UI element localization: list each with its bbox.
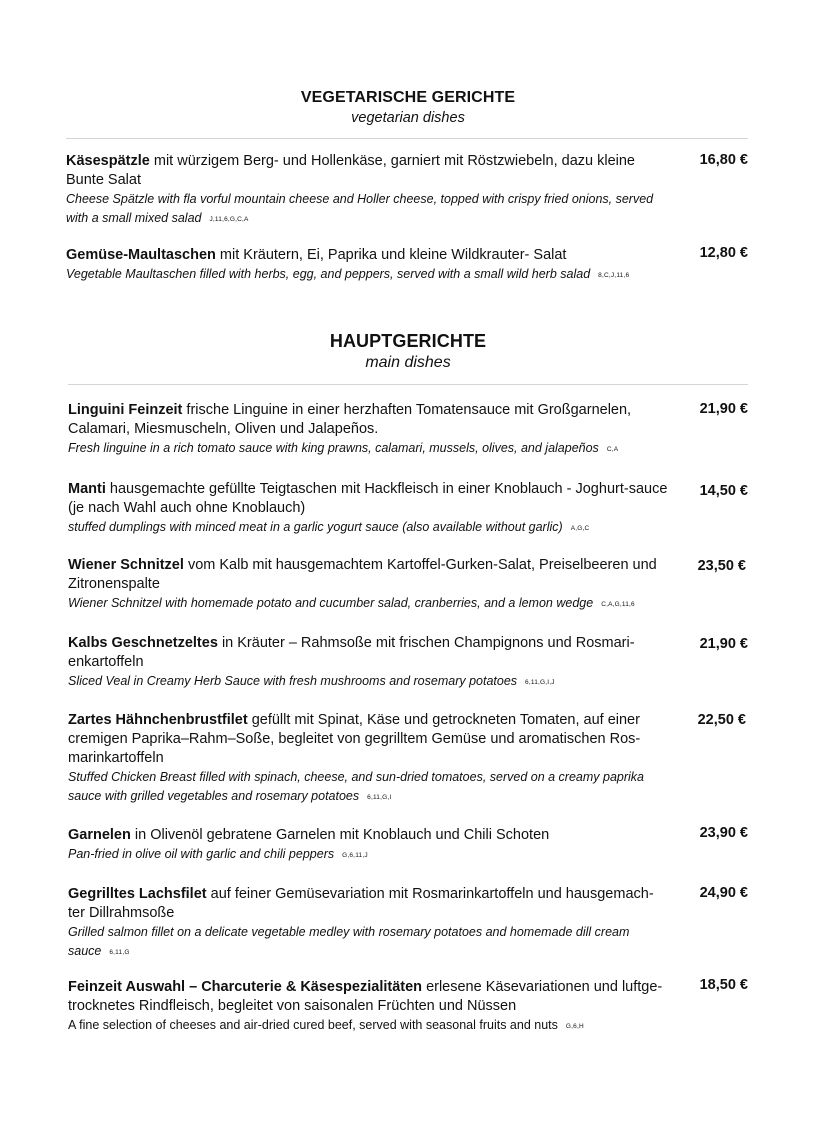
item-text-en: Sliced Veal in Creamy Herb Sauce with fresh mushrooms and rosemary potatoes (68, 674, 518, 688)
allergen-codes: C,A (606, 446, 619, 453)
allergen-codes: J,11,6,G,C,A (209, 216, 249, 223)
item-text-de: in Kräuter – Rahmsoße mit frischen Champignons und Rosmari-enkartoffeln (68, 635, 635, 670)
menu-item-kalbs-geschnetzeltes (68, 634, 668, 692)
section-title-main: HAUPTGERICHTE (329, 331, 487, 351)
section-title-vegetarian: VEGETARISCHE GERICHTE (300, 89, 516, 106)
item-description-de (68, 978, 668, 1016)
item-price: 16,80 € (699, 152, 748, 168)
item-price: 22,50 € (697, 712, 746, 728)
menu-item-kaesespaetzle (66, 152, 656, 229)
item-description-de (68, 634, 668, 672)
item-text-en: Fresh linguine in a rich tomato sauce with king prawns, calamari, mussels, olives, and jalapeños (68, 441, 599, 455)
item-description-en (68, 672, 668, 692)
item-description-en (68, 923, 668, 962)
menu-item-wiener-schnitzel (68, 556, 688, 614)
item-text-en: stuffed dumplings with minced meat in a garlic yogurt sauce (also available without garlic) (68, 520, 563, 534)
item-description-de (68, 401, 668, 439)
item-price: 24,90 € (699, 885, 748, 901)
menu-item-haehnchenbrustfilet (68, 711, 668, 807)
item-description-en (68, 1016, 668, 1036)
item-description-en (66, 190, 656, 229)
allergen-codes: 6,11,G (109, 949, 130, 956)
item-name: Feinzeit Auswahl – Charcuterie & Käsespezialitäten (68, 979, 423, 995)
item-description-en (68, 439, 668, 459)
item-description-en (66, 265, 686, 285)
item-text-de: mit Kräutern, Ei, Paprika und kleine Wildkrauter- Salat (219, 247, 567, 263)
menu-item-garnelen (68, 826, 668, 865)
menu-item-linguini (68, 401, 668, 459)
section-subtitle-main: main dishes (365, 354, 451, 371)
menu-item-feinzeit-auswahl (68, 978, 668, 1036)
item-text-de: in Olivenöl gebratene Garnelen mit Knoblauch und Chili Schoten (134, 827, 550, 843)
allergen-codes: C,A,G,11,6 (601, 601, 635, 608)
item-text-en: Pan-fried in olive oil with garlic and chili peppers (68, 847, 335, 861)
item-text-en: Wiener Schnitzel with homemade potato and cucumber salad, cranberries, and a lemon wedge (68, 596, 594, 610)
item-description-de (68, 556, 688, 594)
item-name: Wiener Schnitzel (68, 557, 184, 573)
item-price: 23,50 € (697, 558, 746, 574)
item-text-en: A fine selection of cheeses and air-dried cured beef, served with seasonal fruits and nuts (68, 1018, 558, 1032)
item-price: 18,50 € (699, 977, 748, 993)
allergen-codes: 6,11,G,I (367, 794, 392, 801)
item-name: Linguini Feinzeit (68, 402, 183, 418)
allergen-codes: G,6,H (565, 1023, 584, 1030)
item-name: Kalbs Geschnetzeltes (68, 635, 218, 651)
item-description-en (68, 518, 678, 538)
item-text-en: Grilled salmon fillet on a delicate vegetable medley with rosemary potatoes and homemade dill cream sauce (68, 925, 630, 958)
item-description-de (68, 826, 668, 845)
item-description-de (68, 480, 678, 518)
item-name: Zartes Hähnchenbrustfilet (68, 712, 248, 728)
menu-item-lachsfilet (68, 885, 668, 962)
divider (66, 138, 748, 139)
item-price: 21,90 € (699, 636, 748, 652)
item-text-de: vom Kalb mit hausgemachtem Kartoffel-Gurken-Salat, Preiselbeeren und Zitronenspalte (68, 557, 657, 592)
divider (68, 384, 748, 385)
section-subtitle-vegetarian: vegetarian dishes (351, 110, 465, 126)
item-text-de: frische Linguine in einer herzhaften Tomatensauce mit Großgarnelen, Calamari, Miesmuscheln, Oliven und Jalapeños. (68, 402, 632, 437)
item-description-de (68, 885, 668, 923)
menu-item-gemuese-maultaschen (66, 246, 686, 285)
item-text-de: erlesene Käsevariationen und luftge-trocknetes Rindfleisch, begleitet von saisonalen Früchten und Nüssen (68, 979, 663, 1014)
item-text-en: Cheese Spätzle with fla vorful mountain cheese and Holler cheese, topped with crispy fried onions, served with a small mixed salad (66, 192, 654, 225)
item-name: Garnelen (68, 827, 131, 843)
item-description-en (68, 845, 668, 865)
allergen-codes: A,G,C (570, 525, 590, 532)
item-text-de: auf feiner Gemüsevariation mit Rosmarinkartoffeln und hausgemach-ter Dillrahmsoße (68, 886, 654, 921)
item-text-de: hausgemachte gefüllte Teigtaschen mit Hackfleisch in einer Knoblauch - Joghurt-sauce (je nach Wahl auch ohne Knoblauch) (68, 481, 668, 516)
allergen-codes: 8,C,J,11,6 (598, 272, 630, 279)
item-name: Käsespätzle (66, 153, 150, 169)
item-text-de: gefüllt mit Spinat, Käse und getrockneten Tomaten, auf einer cremigen Paprika–Rahm–Soße, begleitet von gegrilltem Gemüse und aromatischen Ros-marinkartoffeln (68, 712, 641, 766)
item-description-de (66, 152, 656, 190)
item-price: 21,90 € (699, 401, 748, 417)
item-name: Manti (68, 481, 106, 497)
item-price: 23,90 € (699, 825, 748, 841)
item-text-de: mit würzigem Berg- und Hollenkäse, garniert mit Röstzwiebeln, dazu kleine Bunte Salat (66, 153, 635, 188)
item-name: Gegrilltes Lachsfilet (68, 886, 207, 902)
allergen-codes: 6,11,G,I,J (525, 679, 555, 686)
item-description-de (66, 246, 686, 265)
item-name: Gemüse-Maultaschen (66, 247, 216, 263)
item-description-en (68, 768, 668, 807)
item-text-en: Vegetable Maultaschen filled with herbs, egg, and peppers, served with a small wild herb salad (66, 267, 591, 281)
allergen-codes: G,6,11,J (342, 852, 368, 859)
item-description-en (68, 594, 688, 614)
item-description-de (68, 711, 668, 768)
item-text-en: Stuffed Chicken Breast filled with spinach, cheese, and sun-dried tomatoes, served on a creamy paprika sauce with grilled vegetables and rosemary potatoes (68, 770, 645, 803)
item-price: 12,80 € (699, 245, 748, 261)
item-price: 14,50 € (699, 483, 748, 499)
menu-item-manti (68, 480, 678, 538)
